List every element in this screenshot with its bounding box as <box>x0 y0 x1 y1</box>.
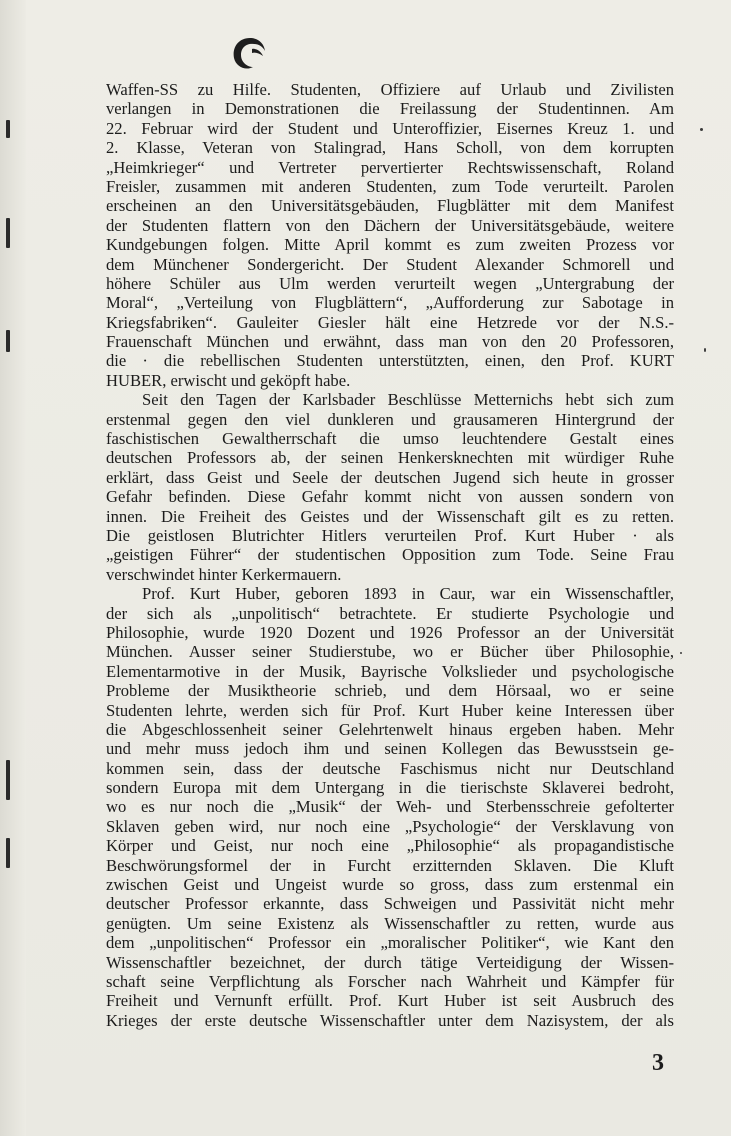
text-line: deutscher Professor erkannte, dass Schweigen und Passivität nicht mehr <box>106 894 674 914</box>
text-line: verschwindet hinter Kerkermauern. <box>106 564 342 584</box>
text-line: München. Ausser seiner Studierstube, wo er Bücher über Philosophie, <box>106 642 674 662</box>
text-line: Seit den Tagen der Karlsbader Beschlüsse Metternichs hebt sich zum <box>142 390 674 410</box>
edge-mark <box>6 838 10 868</box>
text-line: zwischen Geist und Ungeist wurde so gross, dass zum erstenmal ein <box>106 875 674 895</box>
text-line: deutschen Professors ab, der seinen Henkersknechten mit würdiger Ruhe <box>106 448 674 468</box>
text-line: höhere Schüler aus Ulm werden verurteilt wegen „Untergrabung der <box>106 273 674 293</box>
page-binding-edge <box>0 0 26 1136</box>
text-line: genügten. Um seine Existenz als Wissenschaftler zu retten, wurde aus <box>106 913 674 933</box>
text-line: Beschwörungsformel der in Furcht erzitternden Sklaven. Die Kluft <box>106 855 674 875</box>
text-line: sondern Europa mit dem Untergang in die tierischste Sklaverei bedroht, <box>106 778 674 798</box>
text-line: die Abgeschlossenheit seiner Gelehrtenwelt hinaus ergeben haben. Mehr <box>106 719 674 739</box>
edge-mark <box>6 120 10 138</box>
ornament-icon <box>228 34 270 74</box>
text-line: Probleme der Musiktheorie schrieb, und dem Hörsaal, wo er seine <box>106 681 674 701</box>
text-line: und mehr muss jedoch ihm und seinen Kollegen das Bewusstsein ge- <box>106 739 674 759</box>
text-line: Waffen-SS zu Hilfe. Studenten, Offiziere auf Urlaub und Zivilisten <box>106 80 674 99</box>
text-line: schaft seine Verpflichtung als Forscher nach Wahrheit und Kämpfer für <box>106 971 674 991</box>
edge-mark <box>6 760 10 800</box>
text-line: 22. Februar wird der Student und Unteroffizier, Eisernes Kreuz 1. und <box>106 118 674 138</box>
edge-mark <box>6 330 10 352</box>
edge-mark <box>6 218 10 248</box>
text-line: Kriegsfabriken“. Gauleiter Giesler hält eine Hetzrede vor der N.S.- <box>106 312 674 332</box>
text-line: wo es nur noch die „Musik“ der Weh- und Sterbensschreie gefolterter <box>106 797 674 817</box>
text-line: Die geistlosen Blutrichter Hitlers verurteilen Prof. Kurt Huber · als <box>106 525 674 545</box>
text-line: dem „unpolitischen“ Professor ein „moralischer Politiker“, wie Kant den <box>106 933 674 953</box>
text-line: der Studenten flattern von den Dächern der Universitätsgebäude, weitere <box>106 215 674 235</box>
text-line: Krieges der erste deutsche Wissenschaftler unter dem Nazisystem, der als <box>106 1010 674 1030</box>
text-line: Studenten lehrte, werden sich für Prof. Kurt Huber keine Interessen über <box>106 700 674 720</box>
text-line: Freiheit und Vernunft erfüllt. Prof. Kurt Huber ist seit Ausbruch des <box>106 991 674 1011</box>
text-line: Philosophie, wurde 1920 Dozent und 1926 Professor an der Universität <box>106 622 674 642</box>
text-line: verlangen in Demonstrationen die Freilassung der Studentinnen. Am <box>106 99 674 119</box>
text-line: Freisler, zusammen mit anderen Studenten, zum Tode verurteilt. Parolen <box>106 176 674 196</box>
text-line: Elementarmotive in der Musik, Bayrische Volkslieder und psychologische <box>106 661 674 681</box>
text-line: „geistigen Führer“ der studentischen Opposition zum Tode. Seine Frau <box>106 545 674 565</box>
page-number: 3 <box>652 1050 664 1076</box>
text-line: faschistischen Gewaltherrschaft die umso leuchtendere Gestalt eines <box>106 429 674 449</box>
text-line: 2. Klasse, Veteran von Stalingrad, Hans Scholl, von dem korrupten <box>106 138 674 158</box>
text-line: Moral“, „Verteilung von Flugblättern“, „Aufforderung zur Sabotage in <box>106 293 674 313</box>
text-line: Wissenschaftler bezeichnet, der durch tätige Verteidigung der Wissen- <box>106 952 674 972</box>
text-line: dem Münchener Sondergericht. Der Student Alexander Schmorell und <box>106 254 674 274</box>
text-line: die · die rebellischen Studenten unterstützten, einen, den Prof. KURT <box>106 351 674 371</box>
text-line: Prof. Kurt Huber, geboren 1893 in Caur, war ein Wissenschaftler, <box>142 584 674 604</box>
text-line: Sklaven geben wird, nur noch eine „Psychologie“ der Versklavung von <box>106 816 674 836</box>
paper-speck <box>680 652 682 654</box>
text-line: innen. Die Freiheit des Geistes und der Wissenschaft gilt es zu retten. <box>106 506 674 526</box>
text-line: Körper und Geist, nur noch eine „Philosophie“ als propagandistische <box>106 836 674 856</box>
text-line: der sich als „unpolitisch“ betrachtete. Er studierte Psychologie und <box>106 603 674 623</box>
text-line: Frauenschaft München und erwähnt, dass man von den 20 Professoren, <box>106 332 674 352</box>
text-line: erklärt, dass Geist und Seele der deutschen Jugend sich heute in grosser <box>106 467 674 487</box>
text-line: erscheinen an den Universitätsgebäuden, Flugblätter mit dem Manifest <box>106 196 674 216</box>
text-line: kommen sein, dass der deutsche Faschismus nicht nur Deutschland <box>106 758 674 778</box>
text-line: Kundgebungen folgen. Mitte April kommt es zum zweiten Prozess vor <box>106 235 674 255</box>
text-line: „Heimkrieger“ und Vertreter pervertierter Rechtswissenschaft, Roland <box>106 157 674 177</box>
paper-speck <box>700 128 703 131</box>
paper-speck <box>704 348 706 352</box>
text-line: Gefahr befinden. Diese Gefahr kommt nicht von aussen sondern von <box>106 487 674 507</box>
text-line: erstenmal gegen den viel dunkleren und grausameren Hintergrund der <box>106 409 674 429</box>
text-line: HUBER, erwischt und geköpft habe. <box>106 370 351 390</box>
body-text <box>106 80 674 1030</box>
